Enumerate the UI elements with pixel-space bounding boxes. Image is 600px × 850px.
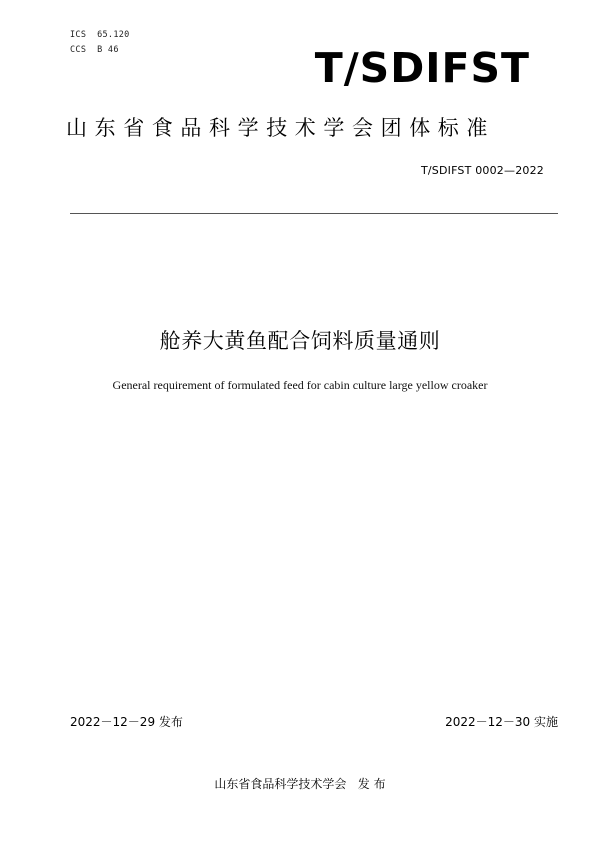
- document-title-chinese: 舱养大黄鱼配合饲料质量通则: [159, 329, 441, 353]
- standard-brand: T/SDIFST: [314, 44, 530, 92]
- header-divider: [70, 213, 558, 214]
- ics-code: ICS 65.120: [70, 30, 130, 40]
- issue-date: 2022－12－29 发布: [70, 715, 183, 729]
- implementation-date: 2022－12－30 实施: [445, 715, 558, 729]
- publisher-line: 山东省食品科学技术学会 发 布: [214, 777, 386, 791]
- organization-title: 山东省食品科学技术学会团体标准: [66, 116, 495, 140]
- standard-number: T/SDIFST 0002—2022: [420, 164, 544, 177]
- document-title-english: General requirement of formulated feed for cabin culture large yellow croaker: [112, 378, 488, 392]
- ccs-code: CCS B 46: [70, 45, 119, 55]
